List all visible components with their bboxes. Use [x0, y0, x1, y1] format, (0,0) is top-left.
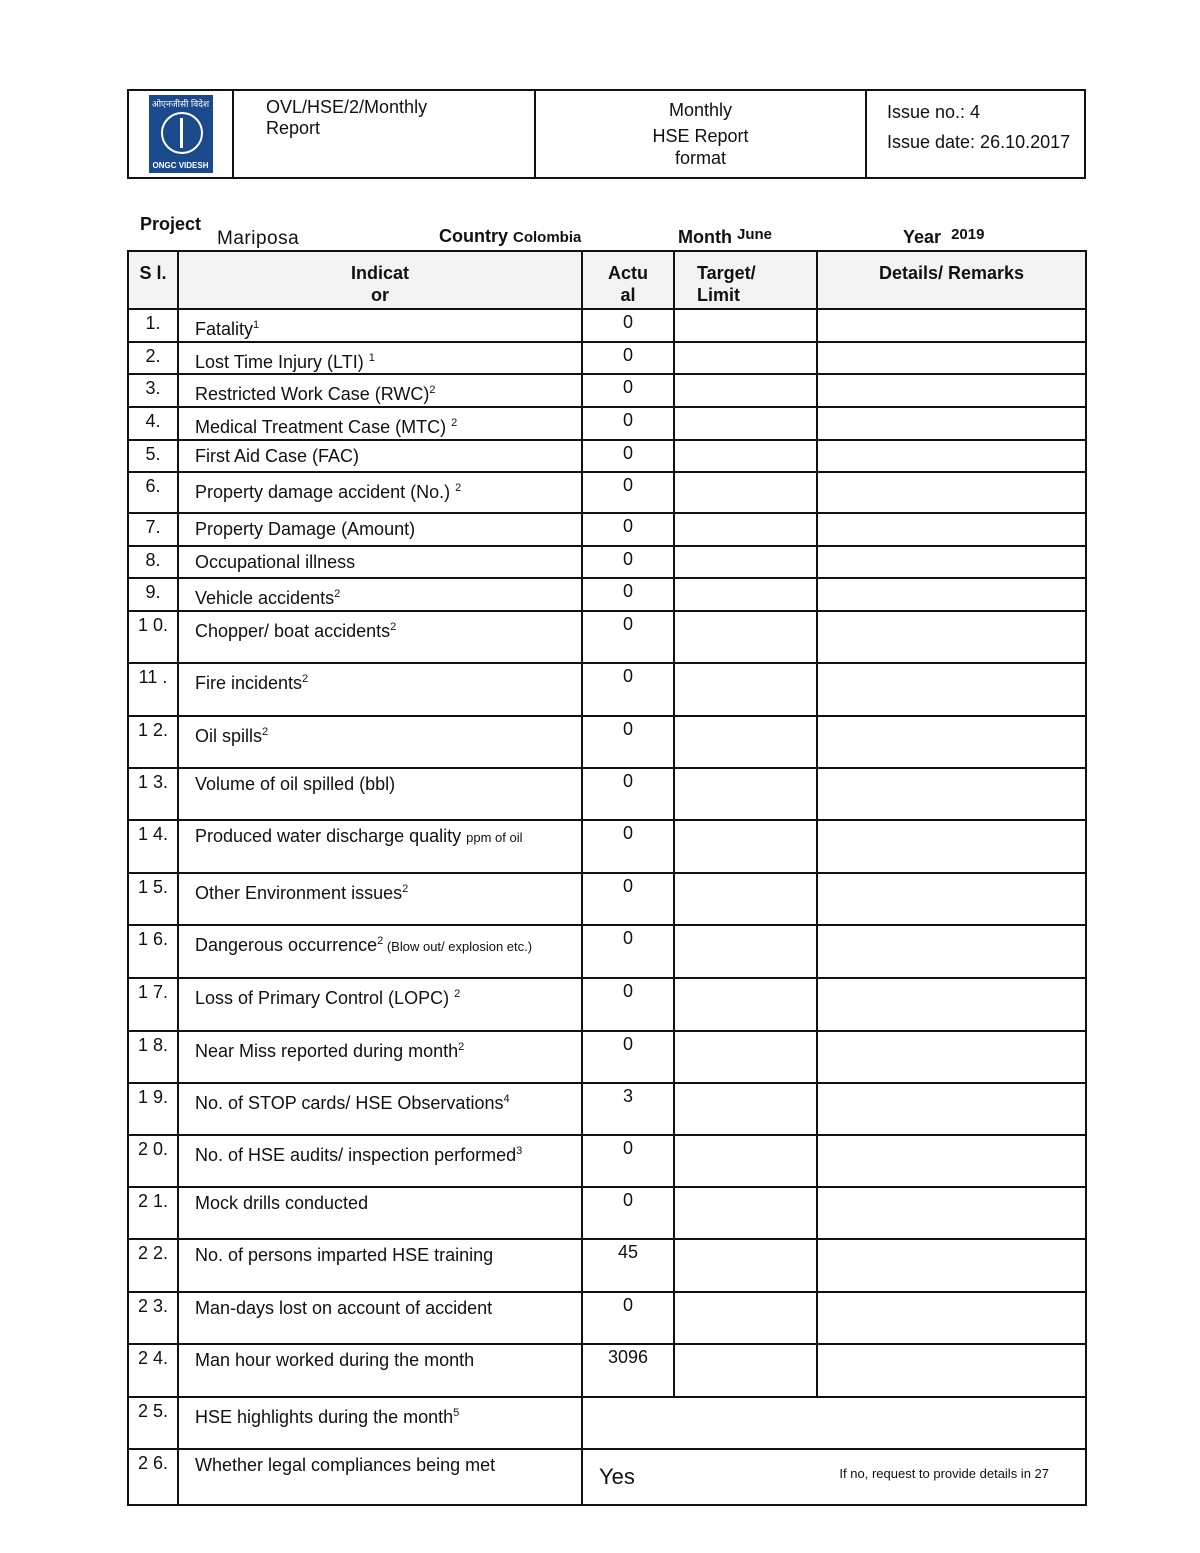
row-target[interactable]	[674, 768, 817, 820]
row-sl: 2 5.	[128, 1397, 178, 1449]
row-details[interactable]	[817, 1344, 1086, 1397]
month-field	[678, 226, 772, 248]
row-details[interactable]	[817, 820, 1086, 873]
footnote-marker: 3	[516, 1145, 523, 1157]
table-row	[128, 1083, 1086, 1135]
indicator-unit: (Blow out/ explosion etc.)	[383, 939, 533, 954]
table-row	[128, 1239, 1086, 1292]
issue-number: Issue no.: 4	[887, 102, 981, 122]
row-target[interactable]	[674, 873, 817, 925]
row-sl: 2 6.	[128, 1449, 178, 1505]
row-indicator: Oil spills$^2$	[178, 716, 582, 768]
row-sl: 6.	[128, 472, 178, 513]
row-actual[interactable]: 0	[582, 873, 674, 925]
row-sl: 1 9.	[128, 1083, 178, 1135]
row-target[interactable]	[674, 578, 817, 611]
project-value: Mariposa	[217, 228, 300, 249]
footnote-marker: 2	[302, 673, 309, 685]
row-sl: 2 1.	[128, 1187, 178, 1239]
row-actual[interactable]: 0	[582, 407, 674, 440]
row-details[interactable]	[817, 1239, 1086, 1292]
project-label: Project	[140, 214, 202, 234]
row-indicator: Property Damage (Amount)	[178, 513, 582, 546]
row-details[interactable]	[817, 925, 1086, 978]
row-sl: 2 0.	[128, 1135, 178, 1187]
table-row	[128, 309, 1086, 342]
table-row	[128, 820, 1086, 873]
row-indicator: Restricted Work Case (RWC)$^2$	[178, 374, 582, 407]
document-code-line2: Report	[266, 118, 321, 138]
row-indicator: Dangerous occurrence$^2$ (Blow out/ explosion etc.)	[178, 925, 582, 978]
year-value: 2019	[951, 226, 985, 243]
row-indicator: Volume of oil spilled (bbl)	[178, 768, 582, 820]
row-target[interactable]	[674, 978, 817, 1031]
row-indicator: Near Miss reported during month$^2$	[178, 1031, 582, 1083]
document-title	[535, 90, 866, 178]
row-actual[interactable]: 0	[582, 663, 674, 716]
row-sl: 3.	[128, 374, 178, 407]
row-target[interactable]	[674, 472, 817, 513]
row-sl: 1.	[128, 309, 178, 342]
row-actual[interactable]: 0	[582, 546, 674, 578]
row-target[interactable]	[674, 374, 817, 407]
legal-compliance-note: If no, request to provide details in 27	[839, 1466, 1049, 1481]
row-sl: 7.	[128, 513, 178, 546]
row-actual[interactable]: 0	[582, 342, 674, 374]
col-header-target: Target/ Limit	[674, 251, 817, 309]
row-actual[interactable]: 0	[582, 1135, 674, 1187]
row-actual[interactable]: 0	[582, 374, 674, 407]
footnote-marker: 2	[458, 1041, 465, 1053]
row-details[interactable]	[817, 768, 1086, 820]
row-sl: 1 7.	[128, 978, 178, 1031]
row-details[interactable]	[817, 546, 1086, 578]
table-row	[128, 716, 1086, 768]
row-sl: 1 0.	[128, 611, 178, 663]
row-sl: 1 5.	[128, 873, 178, 925]
document-code	[233, 90, 535, 178]
title-line3: format	[674, 148, 726, 168]
row-actual[interactable]: 0	[582, 309, 674, 342]
row-details[interactable]	[817, 309, 1086, 342]
row-indicator: Mock drills conducted	[178, 1187, 582, 1239]
row-target[interactable]	[674, 925, 817, 978]
row-target[interactable]	[674, 716, 817, 768]
row-indicator: No. of HSE audits/ inspection performed$^3$	[178, 1135, 582, 1187]
row-indicator: Lost Time Injury (LTI) $^1$	[178, 342, 582, 374]
row-sl: 1 8.	[128, 1031, 178, 1083]
row-actual[interactable]: 45	[582, 1239, 674, 1292]
row-indicator: First Aid Case (FAC)	[178, 440, 582, 472]
row-sl: 2 4.	[128, 1344, 178, 1397]
row-target[interactable]	[674, 1135, 817, 1187]
row-sl: 1 3.	[128, 768, 178, 820]
row-target[interactable]	[674, 611, 817, 663]
row-indicator: Other Environment issues$^2$	[178, 873, 582, 925]
row-details[interactable]	[817, 578, 1086, 611]
table-row	[128, 407, 1086, 440]
issue-date: Issue date: 26.10.2017	[887, 132, 1071, 152]
document-code-line1: OVL/HSE/2/Monthly	[266, 97, 428, 117]
row-actual[interactable]: 0	[582, 611, 674, 663]
row-indicator: No. of STOP cards/ HSE Observations$^4$	[178, 1083, 582, 1135]
table-row-25	[128, 1397, 1086, 1449]
footnote-marker: 4	[503, 1093, 510, 1105]
row-details[interactable]	[817, 1083, 1086, 1135]
row-sl: 4.	[128, 407, 178, 440]
col-header-details: Details/ Remarks	[817, 251, 1086, 309]
col-header-actual: Actu al	[582, 251, 674, 309]
table-row	[128, 546, 1086, 578]
footnote-marker: 2	[402, 883, 409, 895]
country-value: Colombia	[513, 229, 582, 246]
row-details[interactable]	[817, 1135, 1086, 1187]
issue-info	[866, 90, 1085, 178]
row-actual[interactable]: 0	[582, 1292, 674, 1344]
row-sl: 2 3.	[128, 1292, 178, 1344]
row-sl: 1 2.	[128, 716, 178, 768]
footnote-marker: 2	[377, 935, 384, 947]
row-indicator: Man hour worked during the month	[178, 1344, 582, 1397]
row-target[interactable]	[674, 663, 817, 716]
row-target[interactable]	[674, 546, 817, 578]
table-row	[128, 342, 1086, 374]
month-label: Month	[678, 227, 732, 247]
legal-compliance-cell	[582, 1449, 1086, 1505]
row-sl: 9.	[128, 578, 178, 611]
hse-highlights-cell[interactable]	[582, 1397, 1086, 1449]
table-row	[128, 768, 1086, 820]
row-indicator: Property damage accident (No.) $^2$	[178, 472, 582, 513]
table-row	[128, 374, 1086, 407]
table-row	[128, 1187, 1086, 1239]
row-details[interactable]	[817, 716, 1086, 768]
row-target[interactable]	[674, 820, 817, 873]
month-value: June	[737, 226, 773, 243]
row-details[interactable]	[817, 407, 1086, 440]
table-row	[128, 472, 1086, 513]
table-row	[128, 1135, 1086, 1187]
row-details[interactable]	[817, 513, 1086, 546]
row-indicator: Whether legal compliances being met	[178, 1449, 582, 1505]
logo-script-text: ओएनजीसी विदेश	[151, 99, 210, 109]
footnote-marker: 2	[455, 482, 462, 494]
footnote-marker: 1	[368, 352, 375, 364]
title-line2: HSE Report	[652, 126, 749, 146]
footnote-marker: 2	[454, 988, 461, 1000]
row-actual[interactable]: 0	[582, 768, 674, 820]
year-field	[903, 226, 984, 248]
row-actual[interactable]: 3	[582, 1083, 674, 1135]
row-details[interactable]	[817, 342, 1086, 374]
row-indicator: No. of persons imparted HSE training	[178, 1239, 582, 1292]
footnote-marker: 2	[390, 621, 397, 633]
row-target[interactable]	[674, 309, 817, 342]
row-actual[interactable]: 0	[582, 1031, 674, 1083]
row-target[interactable]	[674, 1344, 817, 1397]
indicator-unit: ppm of oil	[466, 830, 523, 845]
country-label: Country	[439, 226, 508, 246]
footnote-marker: 1	[253, 319, 260, 331]
row-target[interactable]	[674, 1083, 817, 1135]
row-sl: 11 .	[128, 663, 178, 716]
row-target[interactable]	[674, 440, 817, 472]
row-details[interactable]	[817, 1031, 1086, 1083]
row-indicator: HSE highlights during the month$^5$	[178, 1397, 582, 1449]
row-indicator: Chopper/ boat accidents$^2$	[178, 611, 582, 663]
row-details[interactable]	[817, 440, 1086, 472]
row-target[interactable]	[674, 1187, 817, 1239]
table-row	[128, 578, 1086, 611]
row-indicator: Vehicle accidents$^2$	[178, 578, 582, 611]
row-details[interactable]	[817, 374, 1086, 407]
row-actual[interactable]: 0	[582, 925, 674, 978]
row-actual[interactable]: 0	[582, 578, 674, 611]
row-actual[interactable]: 0	[582, 1187, 674, 1239]
country-field	[439, 226, 581, 247]
row-indicator: Loss of Primary Control (LOPC) $^2$	[178, 978, 582, 1031]
footnote-marker: 2	[262, 726, 269, 738]
row-indicator: Fire incidents$^2$	[178, 663, 582, 716]
table-row	[128, 513, 1086, 546]
col-header-sl: S l.	[128, 251, 178, 309]
row-actual[interactable]: 0	[582, 716, 674, 768]
table-row	[128, 1031, 1086, 1083]
row-target[interactable]	[674, 513, 817, 546]
table-row-26	[128, 1449, 1086, 1505]
row-details[interactable]	[817, 1292, 1086, 1344]
table-row	[128, 1344, 1086, 1397]
row-indicator: Man-days lost on account of accident	[178, 1292, 582, 1344]
row-target[interactable]	[674, 1031, 817, 1083]
hse-indicator-table	[127, 250, 1087, 1506]
table-row	[128, 1292, 1086, 1344]
row-target[interactable]	[674, 407, 817, 440]
footnote-marker: 2	[334, 588, 341, 600]
row-details[interactable]	[817, 978, 1086, 1031]
row-indicator: Occupational illness	[178, 546, 582, 578]
row-indicator: Produced water discharge quality ppm of oil	[178, 820, 582, 873]
col-header-indicator: Indicat or	[178, 251, 582, 309]
row-actual[interactable]: 0	[582, 978, 674, 1031]
row-details[interactable]	[817, 611, 1086, 663]
row-sl: 2 2.	[128, 1239, 178, 1292]
row-details[interactable]	[817, 663, 1086, 716]
logo-ring	[161, 112, 203, 154]
row-sl: 1 6.	[128, 925, 178, 978]
table-row	[128, 663, 1086, 716]
row-actual[interactable]: 0	[582, 820, 674, 873]
logo-name-text: ONGC VIDESH	[152, 161, 209, 170]
row-target[interactable]	[674, 1292, 817, 1344]
legal-compliance-answer: Yes	[599, 1464, 635, 1489]
row-sl: 5.	[128, 440, 178, 472]
table-row	[128, 611, 1086, 663]
row-target[interactable]	[674, 342, 817, 374]
row-target[interactable]	[674, 1239, 817, 1292]
row-sl: 1 4.	[128, 820, 178, 873]
table-row	[128, 978, 1086, 1031]
document-header	[127, 89, 1086, 179]
year-label: Year	[903, 227, 942, 247]
row-sl: 2.	[128, 342, 178, 374]
row-details[interactable]	[817, 873, 1086, 925]
row-sl: 8.	[128, 546, 178, 578]
table-row	[128, 925, 1086, 978]
table-header-row	[128, 251, 1086, 309]
row-actual[interactable]: 0	[582, 513, 674, 546]
row-details[interactable]	[817, 472, 1086, 513]
table-row	[128, 873, 1086, 925]
row-actual[interactable]: 0	[582, 472, 674, 513]
row-indicator: Fatality$^1$	[178, 309, 582, 342]
row-details[interactable]	[817, 1187, 1086, 1239]
row-actual[interactable]: 3096	[582, 1344, 674, 1397]
ongc-videsh-logo-icon	[149, 95, 213, 173]
footnote-marker: 2	[451, 417, 458, 429]
row-indicator: Medical Treatment Case (MTC) $^2$	[178, 407, 582, 440]
table-row	[128, 440, 1086, 472]
title-line1: Monthly	[668, 100, 733, 120]
row-actual[interactable]: 0	[582, 440, 674, 472]
logo-cell	[128, 90, 233, 178]
footnote-marker: 2	[429, 384, 436, 396]
